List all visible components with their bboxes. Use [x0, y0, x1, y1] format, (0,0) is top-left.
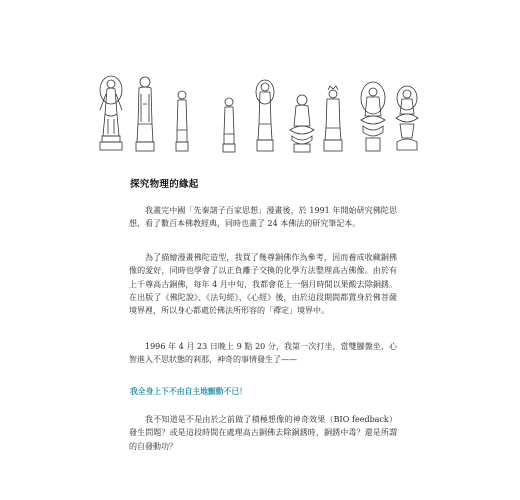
highlight-subheading: 我全身上下不由自主地顫動不已！ — [130, 387, 247, 396]
statue-figure-9 — [394, 84, 420, 154]
paragraph-2: 為了描繪漫畫佛陀造型，我買了幾尊銅佛作為參考，因而養成收藏銅佛像的愛好，同時也學會了以正負離子交換的化學方法整理高古佛像。由於有上千尊高古銅佛，每年 4 月中旬，我都會花上一個月時間以果酸去除銅銹。在出版了《佛陀說》、《法句經》、《心經》後，由於這段期間都置身於佛菩薩境界裡，所以身心都處於佛法所形容的「禪定」境界中。 — [129, 253, 397, 316]
statue-figure-6 — [288, 92, 316, 154]
buddha-statues-illustration — [96, 68, 416, 154]
statue-figure-5 — [254, 78, 276, 154]
statue-figure-8 — [358, 80, 388, 154]
statue-figure-3 — [174, 88, 190, 154]
paragraph-4: 我不知道是不是由於之前做了積極想像的神奇效果（BIO feedback）發生問題？或是這段時間在處理高古銅佛去除銅銹時，銅銹中毒？還是所謂的自發動功？ — [129, 415, 397, 451]
section-title: 探究物理的緣起 — [130, 179, 199, 190]
statue-figure-2 — [134, 74, 156, 154]
statue-figure-4 — [222, 96, 236, 154]
statue-figure-7 — [322, 84, 344, 154]
statue-figure-1 — [96, 74, 126, 154]
paragraph-3: 1996 年 4 月 23 日晚上 9 點 20 分，我第一次打坐，當雙腳盤坐、心智進入不思狀態的剎那，神奇的事情發生了—— — [129, 342, 397, 365]
paragraph-1: 我畫完中國「先秦諸子百家思想」漫畫後，於 1991 年開始研究佛陀思想，看了數百本佛教經典，同時也畫了 24 本佛法的研究筆記本。 — [129, 206, 397, 229]
